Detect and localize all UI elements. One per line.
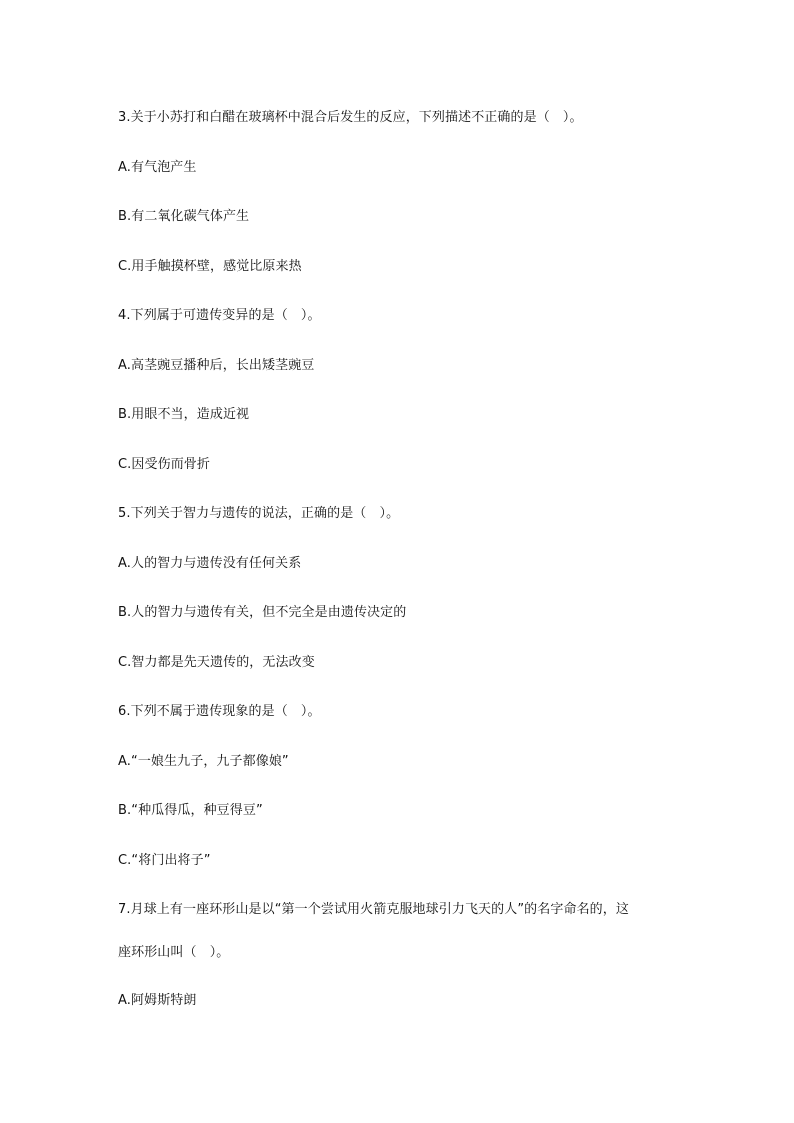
question-6-option-a: A.“一娘生九子，九子都像娘” (118, 754, 289, 769)
question-5-option-b: B.人的智力与遗传有关，但不完全是由遗传决定的 (118, 605, 407, 620)
question-5-stem: 5.下列关于智力与遗传的说法，正确的是（ ）。 (118, 506, 400, 521)
question-3-option-b: B.有二氧化碳气体产生 (118, 209, 250, 224)
question-6-stem: 6.下列不属于遗传现象的是（ ）。 (118, 704, 321, 719)
question-6-option-b: B.“种瓜得瓜，种豆得豆” (118, 803, 263, 818)
question-5-option-a: A.人的智力与遗传没有任何关系 (118, 556, 302, 571)
question-7-stem-line-2: 座环形山叫（ ）。 (118, 945, 230, 960)
question-3-option-a: A.有气泡产生 (118, 160, 197, 175)
question-3-option-c: C.用手触摸杯壁，感觉比原来热 (118, 259, 302, 274)
question-7-stem-line-1: 7.月球上有一座环形山是以“第一个尝试用火箭克服地球引力飞天的人”的名字命名的，这 (118, 902, 629, 917)
question-4-option-b: B.用眼不当，造成近视 (118, 407, 250, 422)
question-3-stem: 3.关于小苏打和白醋在玻璃杯中混合后发生的反应，下列描述不正确的是（ ）。 (118, 110, 583, 125)
question-7-option-a: A.阿姆斯特朗 (118, 993, 197, 1008)
question-6-option-c: C.“将门出将子” (118, 853, 211, 868)
question-4-option-a: A.高茎豌豆播种后，长出矮茎豌豆 (118, 358, 315, 373)
question-4-stem: 4.下列属于可遗传变异的是（ ）。 (118, 308, 321, 323)
question-4-option-c: C.因受伤而骨折 (118, 457, 211, 472)
question-5-option-c: C.智力都是先天遗传的，无法改变 (118, 655, 315, 670)
